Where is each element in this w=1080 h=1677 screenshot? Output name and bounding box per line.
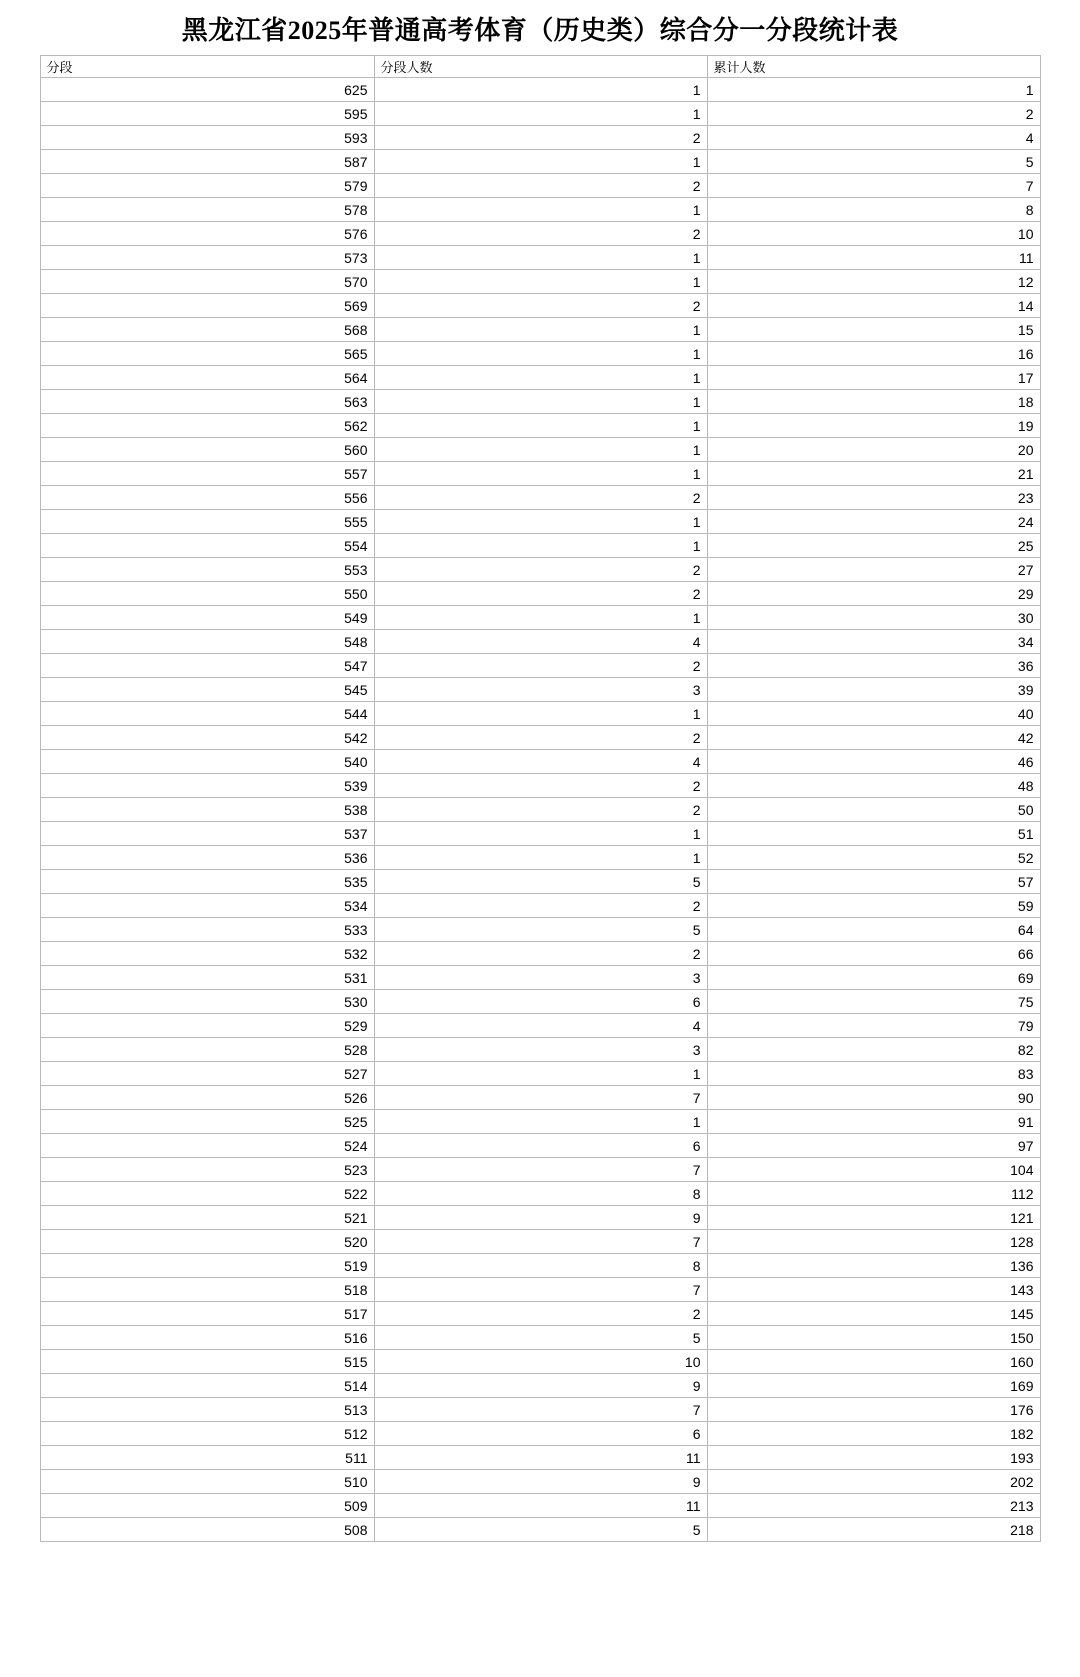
cell-segment-count: 2 bbox=[374, 654, 707, 678]
table-row bbox=[40, 1110, 1040, 1134]
cell-segment: 538 bbox=[40, 798, 374, 822]
cell-segment-count: 1 bbox=[374, 270, 707, 294]
cell-cumulative-count: 39 bbox=[707, 678, 1040, 702]
table-row bbox=[40, 1206, 1040, 1230]
table-row bbox=[40, 990, 1040, 1014]
cell-segment-count: 5 bbox=[374, 870, 707, 894]
cell-cumulative-count: 213 bbox=[707, 1494, 1040, 1518]
score-distribution-table bbox=[40, 55, 1041, 1542]
cell-segment: 557 bbox=[40, 462, 374, 486]
cell-segment: 540 bbox=[40, 750, 374, 774]
table-row bbox=[40, 654, 1040, 678]
table-row bbox=[40, 510, 1040, 534]
table-row bbox=[40, 246, 1040, 270]
cell-segment: 570 bbox=[40, 270, 374, 294]
cell-cumulative-count: 82 bbox=[707, 1038, 1040, 1062]
cell-cumulative-count: 57 bbox=[707, 870, 1040, 894]
cell-cumulative-count: 21 bbox=[707, 462, 1040, 486]
cell-cumulative-count: 90 bbox=[707, 1086, 1040, 1110]
cell-segment: 528 bbox=[40, 1038, 374, 1062]
table-row bbox=[40, 1470, 1040, 1494]
cell-segment-count: 7 bbox=[374, 1398, 707, 1422]
cell-segment-count: 1 bbox=[374, 246, 707, 270]
table-row bbox=[40, 174, 1040, 198]
cell-cumulative-count: 52 bbox=[707, 846, 1040, 870]
cell-segment: 515 bbox=[40, 1350, 374, 1374]
table-row bbox=[40, 630, 1040, 654]
table-row bbox=[40, 462, 1040, 486]
cell-segment-count: 5 bbox=[374, 1326, 707, 1350]
cell-cumulative-count: 75 bbox=[707, 990, 1040, 1014]
cell-cumulative-count: 145 bbox=[707, 1302, 1040, 1326]
cell-segment-count: 4 bbox=[374, 1014, 707, 1038]
cell-cumulative-count: 42 bbox=[707, 726, 1040, 750]
cell-segment-count: 1 bbox=[374, 342, 707, 366]
cell-segment: 535 bbox=[40, 870, 374, 894]
table-row bbox=[40, 558, 1040, 582]
cell-segment-count: 1 bbox=[374, 606, 707, 630]
cell-segment-count: 7 bbox=[374, 1158, 707, 1182]
cell-cumulative-count: 4 bbox=[707, 126, 1040, 150]
cell-segment-count: 1 bbox=[374, 390, 707, 414]
table-row bbox=[40, 678, 1040, 702]
cell-segment-count: 2 bbox=[374, 942, 707, 966]
cell-segment: 576 bbox=[40, 222, 374, 246]
cell-segment: 526 bbox=[40, 1086, 374, 1110]
cell-segment-count: 2 bbox=[374, 798, 707, 822]
cell-segment: 536 bbox=[40, 846, 374, 870]
cell-segment: 525 bbox=[40, 1110, 374, 1134]
cell-cumulative-count: 202 bbox=[707, 1470, 1040, 1494]
table-row bbox=[40, 1422, 1040, 1446]
cell-segment-count: 4 bbox=[374, 630, 707, 654]
cell-segment-count: 1 bbox=[374, 510, 707, 534]
cell-segment-count: 5 bbox=[374, 1518, 707, 1542]
table-row bbox=[40, 1494, 1040, 1518]
cell-segment: 534 bbox=[40, 894, 374, 918]
cell-segment: 548 bbox=[40, 630, 374, 654]
cell-segment-count: 2 bbox=[374, 294, 707, 318]
cell-cumulative-count: 12 bbox=[707, 270, 1040, 294]
table-row bbox=[40, 390, 1040, 414]
cell-segment: 527 bbox=[40, 1062, 374, 1086]
table-row bbox=[40, 870, 1040, 894]
cell-cumulative-count: 27 bbox=[707, 558, 1040, 582]
cell-cumulative-count: 30 bbox=[707, 606, 1040, 630]
cell-segment-count: 9 bbox=[374, 1374, 707, 1398]
cell-cumulative-count: 48 bbox=[707, 774, 1040, 798]
cell-cumulative-count: 136 bbox=[707, 1254, 1040, 1278]
table-row bbox=[40, 126, 1040, 150]
table-row bbox=[40, 822, 1040, 846]
cell-segment-count: 6 bbox=[374, 1134, 707, 1158]
table-row bbox=[40, 486, 1040, 510]
cell-cumulative-count: 51 bbox=[707, 822, 1040, 846]
cell-segment-count: 3 bbox=[374, 966, 707, 990]
cell-segment-count: 1 bbox=[374, 438, 707, 462]
cell-segment: 516 bbox=[40, 1326, 374, 1350]
cell-segment: 556 bbox=[40, 486, 374, 510]
table-row bbox=[40, 702, 1040, 726]
cell-segment-count: 2 bbox=[374, 486, 707, 510]
cell-segment: 510 bbox=[40, 1470, 374, 1494]
cell-segment: 531 bbox=[40, 966, 374, 990]
cell-cumulative-count: 7 bbox=[707, 174, 1040, 198]
table-row bbox=[40, 366, 1040, 390]
table-row bbox=[40, 1134, 1040, 1158]
table-row bbox=[40, 774, 1040, 798]
cell-segment: 578 bbox=[40, 198, 374, 222]
cell-segment-count: 9 bbox=[374, 1470, 707, 1494]
cell-cumulative-count: 5 bbox=[707, 150, 1040, 174]
cell-cumulative-count: 176 bbox=[707, 1398, 1040, 1422]
table-row bbox=[40, 318, 1040, 342]
cell-segment-count: 1 bbox=[374, 462, 707, 486]
cell-segment-count: 11 bbox=[374, 1446, 707, 1470]
cell-segment: 512 bbox=[40, 1422, 374, 1446]
table-row bbox=[40, 414, 1040, 438]
cell-segment: 539 bbox=[40, 774, 374, 798]
cell-segment: 587 bbox=[40, 150, 374, 174]
cell-cumulative-count: 25 bbox=[707, 534, 1040, 558]
cell-segment: 550 bbox=[40, 582, 374, 606]
cell-segment-count: 8 bbox=[374, 1182, 707, 1206]
table-row bbox=[40, 1302, 1040, 1326]
cell-segment: 562 bbox=[40, 414, 374, 438]
table-body bbox=[40, 78, 1040, 1542]
cell-cumulative-count: 193 bbox=[707, 1446, 1040, 1470]
cell-cumulative-count: 14 bbox=[707, 294, 1040, 318]
table-row bbox=[40, 918, 1040, 942]
cell-segment-count: 5 bbox=[374, 918, 707, 942]
cell-cumulative-count: 59 bbox=[707, 894, 1040, 918]
cell-segment: 514 bbox=[40, 1374, 374, 1398]
cell-cumulative-count: 16 bbox=[707, 342, 1040, 366]
cell-segment: 542 bbox=[40, 726, 374, 750]
table-row bbox=[40, 78, 1040, 102]
table-row bbox=[40, 894, 1040, 918]
table-row bbox=[40, 1518, 1040, 1542]
cell-cumulative-count: 121 bbox=[707, 1206, 1040, 1230]
cell-segment-count: 1 bbox=[374, 846, 707, 870]
cell-segment-count: 7 bbox=[374, 1230, 707, 1254]
cell-segment-count: 1 bbox=[374, 78, 707, 102]
table-row bbox=[40, 1446, 1040, 1470]
cell-cumulative-count: 97 bbox=[707, 1134, 1040, 1158]
cell-segment: 530 bbox=[40, 990, 374, 1014]
cell-cumulative-count: 24 bbox=[707, 510, 1040, 534]
cell-segment-count: 2 bbox=[374, 126, 707, 150]
table-row bbox=[40, 1374, 1040, 1398]
cell-cumulative-count: 29 bbox=[707, 582, 1040, 606]
table-row bbox=[40, 582, 1040, 606]
cell-cumulative-count: 11 bbox=[707, 246, 1040, 270]
cell-cumulative-count: 218 bbox=[707, 1518, 1040, 1542]
cell-segment-count: 2 bbox=[374, 894, 707, 918]
cell-segment-count: 1 bbox=[374, 1062, 707, 1086]
cell-segment: 532 bbox=[40, 942, 374, 966]
table-row bbox=[40, 198, 1040, 222]
cell-cumulative-count: 34 bbox=[707, 630, 1040, 654]
table-row bbox=[40, 534, 1040, 558]
table-row bbox=[40, 1278, 1040, 1302]
cell-segment-count: 3 bbox=[374, 678, 707, 702]
cell-cumulative-count: 83 bbox=[707, 1062, 1040, 1086]
table-row bbox=[40, 1158, 1040, 1182]
cell-cumulative-count: 104 bbox=[707, 1158, 1040, 1182]
cell-cumulative-count: 46 bbox=[707, 750, 1040, 774]
cell-segment: 513 bbox=[40, 1398, 374, 1422]
cell-segment-count: 4 bbox=[374, 750, 707, 774]
cell-segment: 564 bbox=[40, 366, 374, 390]
cell-segment: 518 bbox=[40, 1278, 374, 1302]
cell-segment-count: 1 bbox=[374, 822, 707, 846]
cell-segment-count: 1 bbox=[374, 1110, 707, 1134]
cell-segment-count: 2 bbox=[374, 222, 707, 246]
cell-segment: 625 bbox=[40, 78, 374, 102]
table-row bbox=[40, 1038, 1040, 1062]
cell-segment-count: 11 bbox=[374, 1494, 707, 1518]
table-row bbox=[40, 966, 1040, 990]
cell-cumulative-count: 182 bbox=[707, 1422, 1040, 1446]
cell-cumulative-count: 23 bbox=[707, 486, 1040, 510]
cell-segment-count: 7 bbox=[374, 1086, 707, 1110]
cell-segment-count: 7 bbox=[374, 1278, 707, 1302]
table-row bbox=[40, 1182, 1040, 1206]
table-row bbox=[40, 294, 1040, 318]
cell-segment: 547 bbox=[40, 654, 374, 678]
cell-segment-count: 1 bbox=[374, 366, 707, 390]
cell-cumulative-count: 128 bbox=[707, 1230, 1040, 1254]
cell-segment-count: 1 bbox=[374, 414, 707, 438]
cell-cumulative-count: 40 bbox=[707, 702, 1040, 726]
cell-segment-count: 2 bbox=[374, 726, 707, 750]
cell-segment: 553 bbox=[40, 558, 374, 582]
table-header-row bbox=[40, 56, 1040, 78]
table-row bbox=[40, 726, 1040, 750]
cell-segment-count: 2 bbox=[374, 558, 707, 582]
cell-segment: 593 bbox=[40, 126, 374, 150]
cell-cumulative-count: 64 bbox=[707, 918, 1040, 942]
cell-segment: 509 bbox=[40, 1494, 374, 1518]
cell-segment-count: 1 bbox=[374, 702, 707, 726]
cell-cumulative-count: 91 bbox=[707, 1110, 1040, 1134]
cell-segment-count: 6 bbox=[374, 990, 707, 1014]
cell-segment: 524 bbox=[40, 1134, 374, 1158]
cell-segment-count: 1 bbox=[374, 102, 707, 126]
cell-segment: 549 bbox=[40, 606, 374, 630]
table-row bbox=[40, 1062, 1040, 1086]
cell-segment-count: 2 bbox=[374, 582, 707, 606]
cell-segment: 563 bbox=[40, 390, 374, 414]
cell-segment-count: 1 bbox=[374, 534, 707, 558]
cell-segment-count: 9 bbox=[374, 1206, 707, 1230]
cell-segment: 519 bbox=[40, 1254, 374, 1278]
cell-cumulative-count: 17 bbox=[707, 366, 1040, 390]
cell-segment: 523 bbox=[40, 1158, 374, 1182]
cell-segment: 573 bbox=[40, 246, 374, 270]
cell-segment: 522 bbox=[40, 1182, 374, 1206]
table-row bbox=[40, 1230, 1040, 1254]
cell-segment: 520 bbox=[40, 1230, 374, 1254]
table-row bbox=[40, 270, 1040, 294]
table-row bbox=[40, 798, 1040, 822]
table-row bbox=[40, 1086, 1040, 1110]
table-row bbox=[40, 1398, 1040, 1422]
table-row bbox=[40, 606, 1040, 630]
cell-cumulative-count: 66 bbox=[707, 942, 1040, 966]
cell-cumulative-count: 50 bbox=[707, 798, 1040, 822]
cell-segment-count: 2 bbox=[374, 1302, 707, 1326]
cell-segment: 595 bbox=[40, 102, 374, 126]
cell-cumulative-count: 2 bbox=[707, 102, 1040, 126]
cell-segment-count: 3 bbox=[374, 1038, 707, 1062]
table-row bbox=[40, 1326, 1040, 1350]
table-row bbox=[40, 102, 1040, 126]
cell-cumulative-count: 160 bbox=[707, 1350, 1040, 1374]
cell-segment: 544 bbox=[40, 702, 374, 726]
column-header-cumulative-count: 累计人数 bbox=[707, 56, 1040, 78]
cell-segment: 511 bbox=[40, 1446, 374, 1470]
cell-segment-count: 6 bbox=[374, 1422, 707, 1446]
cell-cumulative-count: 8 bbox=[707, 198, 1040, 222]
cell-segment: 568 bbox=[40, 318, 374, 342]
cell-segment-count: 2 bbox=[374, 174, 707, 198]
cell-segment: 555 bbox=[40, 510, 374, 534]
table-row bbox=[40, 750, 1040, 774]
cell-cumulative-count: 1 bbox=[707, 78, 1040, 102]
cell-segment: 529 bbox=[40, 1014, 374, 1038]
cell-segment-count: 8 bbox=[374, 1254, 707, 1278]
cell-segment: 545 bbox=[40, 678, 374, 702]
cell-segment: 537 bbox=[40, 822, 374, 846]
cell-segment: 517 bbox=[40, 1302, 374, 1326]
column-header-segment-count: 分段人数 bbox=[374, 56, 707, 78]
table-row bbox=[40, 222, 1040, 246]
cell-cumulative-count: 15 bbox=[707, 318, 1040, 342]
cell-cumulative-count: 19 bbox=[707, 414, 1040, 438]
cell-segment: 521 bbox=[40, 1206, 374, 1230]
cell-cumulative-count: 36 bbox=[707, 654, 1040, 678]
cell-segment-count: 1 bbox=[374, 318, 707, 342]
table-row bbox=[40, 342, 1040, 366]
table-row bbox=[40, 438, 1040, 462]
cell-segment-count: 2 bbox=[374, 774, 707, 798]
cell-cumulative-count: 169 bbox=[707, 1374, 1040, 1398]
column-header-segment: 分段 bbox=[40, 56, 374, 78]
cell-cumulative-count: 10 bbox=[707, 222, 1040, 246]
cell-segment: 579 bbox=[40, 174, 374, 198]
cell-cumulative-count: 69 bbox=[707, 966, 1040, 990]
cell-segment-count: 1 bbox=[374, 198, 707, 222]
cell-cumulative-count: 112 bbox=[707, 1182, 1040, 1206]
table-row bbox=[40, 1014, 1040, 1038]
table-row bbox=[40, 942, 1040, 966]
table-row bbox=[40, 846, 1040, 870]
cell-segment: 554 bbox=[40, 534, 374, 558]
cell-segment: 508 bbox=[40, 1518, 374, 1542]
page-title: 黑龙江省2025年普通高考体育（历史类）综合分一分段统计表 bbox=[181, 16, 899, 45]
cell-segment: 560 bbox=[40, 438, 374, 462]
cell-segment: 569 bbox=[40, 294, 374, 318]
cell-cumulative-count: 79 bbox=[707, 1014, 1040, 1038]
cell-segment-count: 1 bbox=[374, 150, 707, 174]
cell-cumulative-count: 20 bbox=[707, 438, 1040, 462]
cell-cumulative-count: 18 bbox=[707, 390, 1040, 414]
table-row bbox=[40, 1350, 1040, 1374]
cell-cumulative-count: 150 bbox=[707, 1326, 1040, 1350]
cell-cumulative-count: 143 bbox=[707, 1278, 1040, 1302]
table-row bbox=[40, 150, 1040, 174]
cell-segment-count: 10 bbox=[374, 1350, 707, 1374]
cell-segment: 565 bbox=[40, 342, 374, 366]
table-row bbox=[40, 1254, 1040, 1278]
cell-segment: 533 bbox=[40, 918, 374, 942]
